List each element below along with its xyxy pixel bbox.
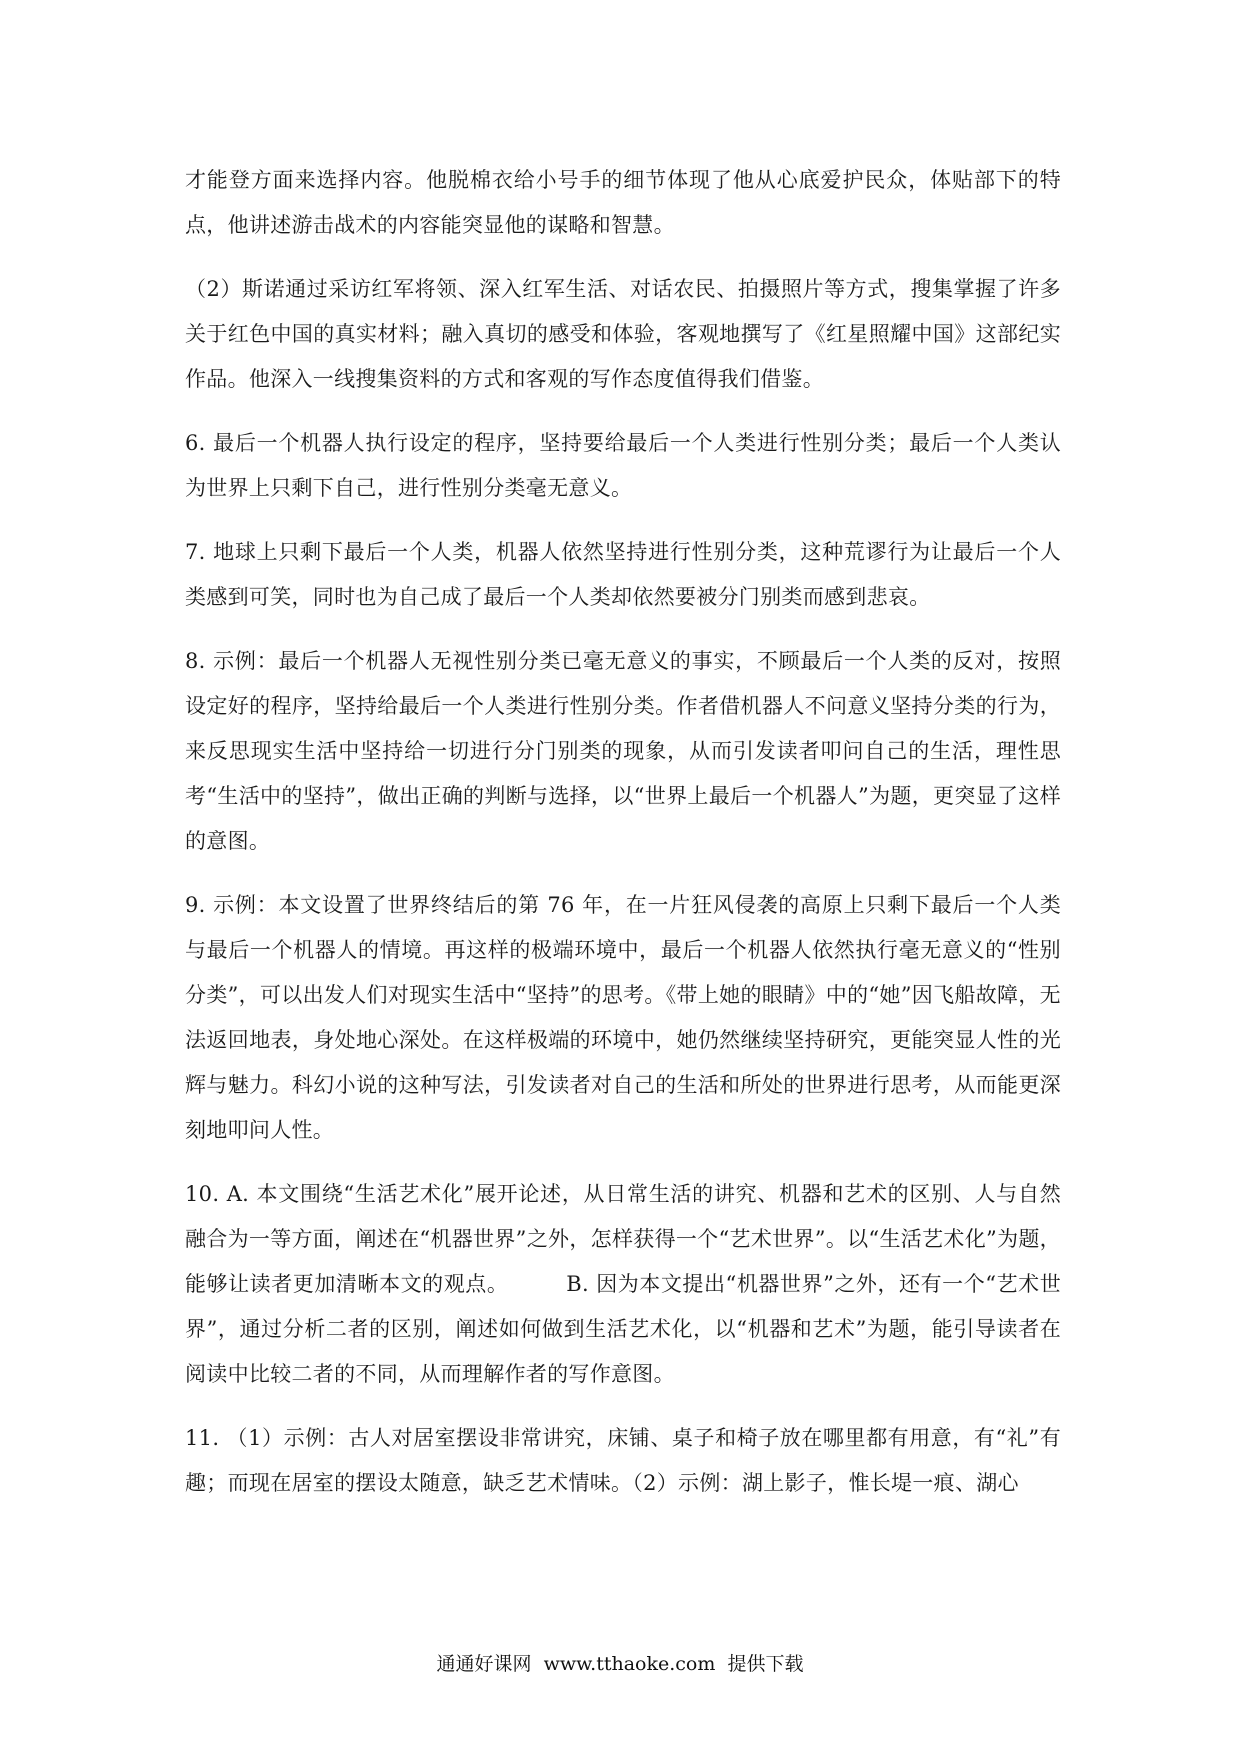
- paragraph-answer-10: 10. A. 本文围绕“生活艺术化”展开论述，从日常生活的讲究、机器和艺术的区别、人与自然融合为一等方面，阐述在“机器世界”之外，怎样获得一个“艺术世界”。以“生活艺术化”为题，能够让读者更加清晰本文的观点。 B. 因为本文提出“机器世界”之外，还有一个“艺术世界”，通过分析二者的区别，阐述如何做到生活艺术化，以“机器和艺术”为题，能引导读者在阅读中比较二者的不同，从而理解作者的写作意图。: [185, 1182, 1061, 1386]
- answer-text-body: [185, 158, 1061, 1525]
- paragraph-continuation: 才能登方面来选择内容。他脱棉衣给小号手的细节体现了他从心底爱护民众，体贴部下的特点，他讲述游击战术的内容能突显他的谋略和智慧。: [185, 168, 1061, 237]
- paragraph-answer-11: 11. （1）示例：古人对居室摆设非常讲究，床铺、桌子和椅子放在哪里都有用意，有“礼”有趣；而现在居室的摆设太随意，缺乏艺术情味。（2）示例：湖上影子，惟长堤一痕、湖心: [185, 1426, 1061, 1495]
- paragraph-answer-6: 6. 最后一个机器人执行设定的程序，坚持要给最后一个人类进行性别分类；最后一个人类认为世界上只剩下自己，进行性别分类毫无意义。: [185, 431, 1061, 500]
- paragraph-answer-9: 9. 示例：本文设置了世界终结后的第 76 年，在一片狂风侵袭的高原上只剩下最后一个人类与最后一个机器人的情境。再这样的极端环境中，最后一个机器人依然执行毫无意义的“性别分类”，可以出发人们对现实生活中“坚持”的思考。《带上她的眼睛》中的“她”因飞船故障，无法返回地表，身处地心深处。在这样极端的环境中，她仍然继续坚持研究，更能突显人性的光辉与魅力。科幻小说的这种写法，引发读者对自己的生活和所处的世界进行思考，从而能更深刻地叩问人性。: [185, 893, 1061, 1142]
- page-footer: 通通好课网 www.tthaoke.com 提供下载: [436, 1653, 804, 1675]
- paragraph-answer-7: 7. 地球上只剩下最后一个人类，机器人依然坚持进行性别分类，这种荒谬行为让最后一个人类感到可笑，同时也为自己成了最后一个人类却依然要被分门别类而感到悲哀。: [185, 540, 1061, 609]
- paragraph-answer-8: 8. 示例：最后一个机器人无视性别分类已毫无意义的事实，不顾最后一个人类的反对，按照设定好的程序，坚持给最后一个人类进行性别分类。作者借机器人不问意义坚持分类的行为，来反思现实生活中坚持给一切进行分门别类的现象，从而引发读者叩问自己的生活，理性思考“生活中的坚持”，做出正确的判断与选择，以“世界上最后一个机器人”为题，更突显了这样的意图。: [185, 649, 1061, 853]
- paragraph-answer-5-2: （2）斯诺通过采访红军将领、深入红军生活、对话农民、拍摄照片等方式，搜集掌握了许多关于红色中国的真实材料；融入真切的感受和体验，客观地撰写了《红星照耀中国》这部纪实作品。他深入一线搜集资料的方式和客观的写作态度值得我们借鉴。: [185, 277, 1061, 391]
